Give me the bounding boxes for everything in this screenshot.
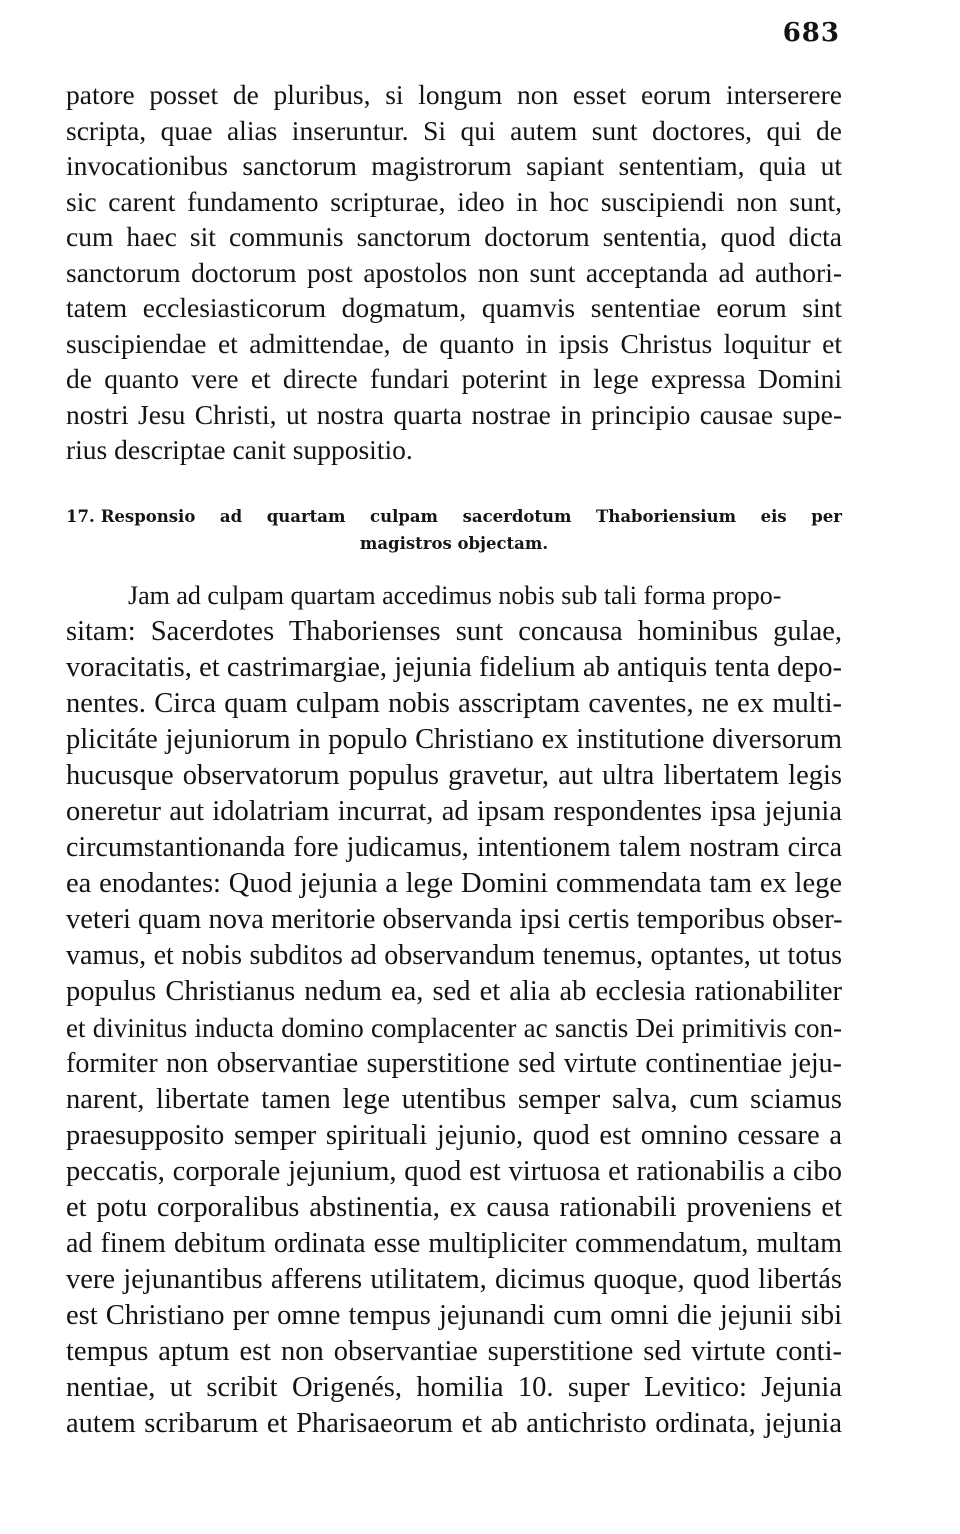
- section-heading-line-1: [66, 503, 842, 530]
- text-line: hucusque observatorum populus gravetur, aut ultra libertatem legis: [66, 760, 842, 791]
- text-line: et divinitus inducta domino complacenter ac sanctis Dei primitivis con-: [66, 1013, 842, 1043]
- text-line: est Christiano per omne tempus jejunandi cum omni die jejunii sibi: [66, 1300, 842, 1331]
- section-heading: [66, 503, 842, 557]
- text-line: plicitáte jejuniorum in populo Christiano ex institutione diversorum: [66, 724, 842, 755]
- text-line: suscipiendae et admittendae, de quanto in ipsis Christus loquitur et: [66, 327, 842, 359]
- section-heading-text-1: Responsio ad quartam culpam sacerdotum Thaboriensium eis per: [100, 507, 842, 526]
- text-line: veteri quam nova meritorie observanda ipsi certis temporibus obser-: [66, 904, 843, 935]
- text-line: sitam: Sacerdotes Thaborienses sunt concausa hominibus gulae,: [66, 616, 842, 647]
- text-line: vamus, et nobis subditos ad observandum tenemus, optantes, ut totus: [66, 940, 842, 971]
- text-line: sic carent fundamento scripturae, ideo in hoc suscipiendi non sunt,: [66, 185, 842, 217]
- paragraph-1: [66, 77, 842, 468]
- text-line: rius descriptae canit suppositio.: [66, 434, 413, 465]
- text-line: ea enodantes: Quod jejunia a lege Domini commendata tam ex lege: [66, 868, 842, 899]
- text-line: tempus aptum est non observantiae superstitione sed virtute conti-: [66, 1336, 842, 1367]
- text-line: tatem ecclesiasticorum dogmatum, quamvis sententiae eorum sint: [66, 292, 842, 323]
- text-line: ad finem debitum ordinata esse multipliciter commendatum, multam: [66, 1228, 842, 1259]
- text-line: populus Christianus nedum ea, sed et alia ab ecclesia rationabiliter: [66, 976, 842, 1007]
- section-heading-line-2: magistros objectam.: [359, 534, 549, 553]
- text-line: nentiae, ut scribit Origenés, homilia 10. super Levitico: Jejunia: [66, 1372, 842, 1403]
- text-line: autem scribarum et Pharisaeorum et ab antichristo ordinata, jejunia: [66, 1408, 842, 1439]
- text-line: nostri Jesu Christi, ut nostra quarta nostrae in principio causae supe-: [66, 398, 842, 430]
- text-line: formiter non observantiae superstitione sed virtute continentiae jeju-: [66, 1048, 842, 1079]
- text-line: peccatis, corporale jejunium, quod est virtuosa et rationabilis a cibo: [66, 1156, 842, 1187]
- text-line: praesupposito semper spirituali jejunio, quod est omnino cessare a: [66, 1120, 842, 1151]
- text-line: sanctorum doctorum post apostolos non sunt acceptanda ad authori-: [66, 256, 842, 288]
- text-line: et potu corporalibus abstinentia, ex causa rationabili proveniens et: [66, 1192, 842, 1223]
- text-line: oneretur aut idolatriam incurrat, ad ipsam respondentes ipsa jejunia: [66, 796, 842, 827]
- text-line: de quanto vere et directe fundari poterint in lege expressa Domini: [66, 363, 842, 394]
- text-line: invocationibus sanctorum magistrorum sapiant sententiam, quia ut: [66, 150, 842, 181]
- text-line: voracitatis, et castrimargiae, jejunia fidelium ab antiquis tenta depo-: [66, 652, 842, 683]
- text-line: vere jejunantibus afferens utilitatem, dicimus quoque, quod libertás: [66, 1264, 842, 1295]
- page-number: 683: [782, 18, 840, 48]
- text-line: patore posset de pluribus, si longum non esset eorum interserere: [66, 79, 842, 110]
- text-line: narent, libertate tamen lege utentibus semper salva, cum sciamus: [66, 1084, 842, 1115]
- section-number: 17.: [66, 507, 95, 526]
- text-line: nentes. Circa quam culpam nobis asscriptam caventes, ne ex multi-: [66, 688, 842, 719]
- text-line: cum haec sit communis sanctorum doctorum sententia, quod dicta: [66, 221, 842, 252]
- paragraph-2: [66, 578, 842, 1442]
- text-line: scripta, quae alias inseruntur. Si qui autem sunt doctores, qui de: [66, 114, 842, 146]
- text-line: circumstantionanda fore judicamus, intentionem talem nostram circa: [66, 832, 842, 863]
- text-line: Jam ad culpam quartam accedimus nobis sub tali forma propo-: [128, 581, 782, 610]
